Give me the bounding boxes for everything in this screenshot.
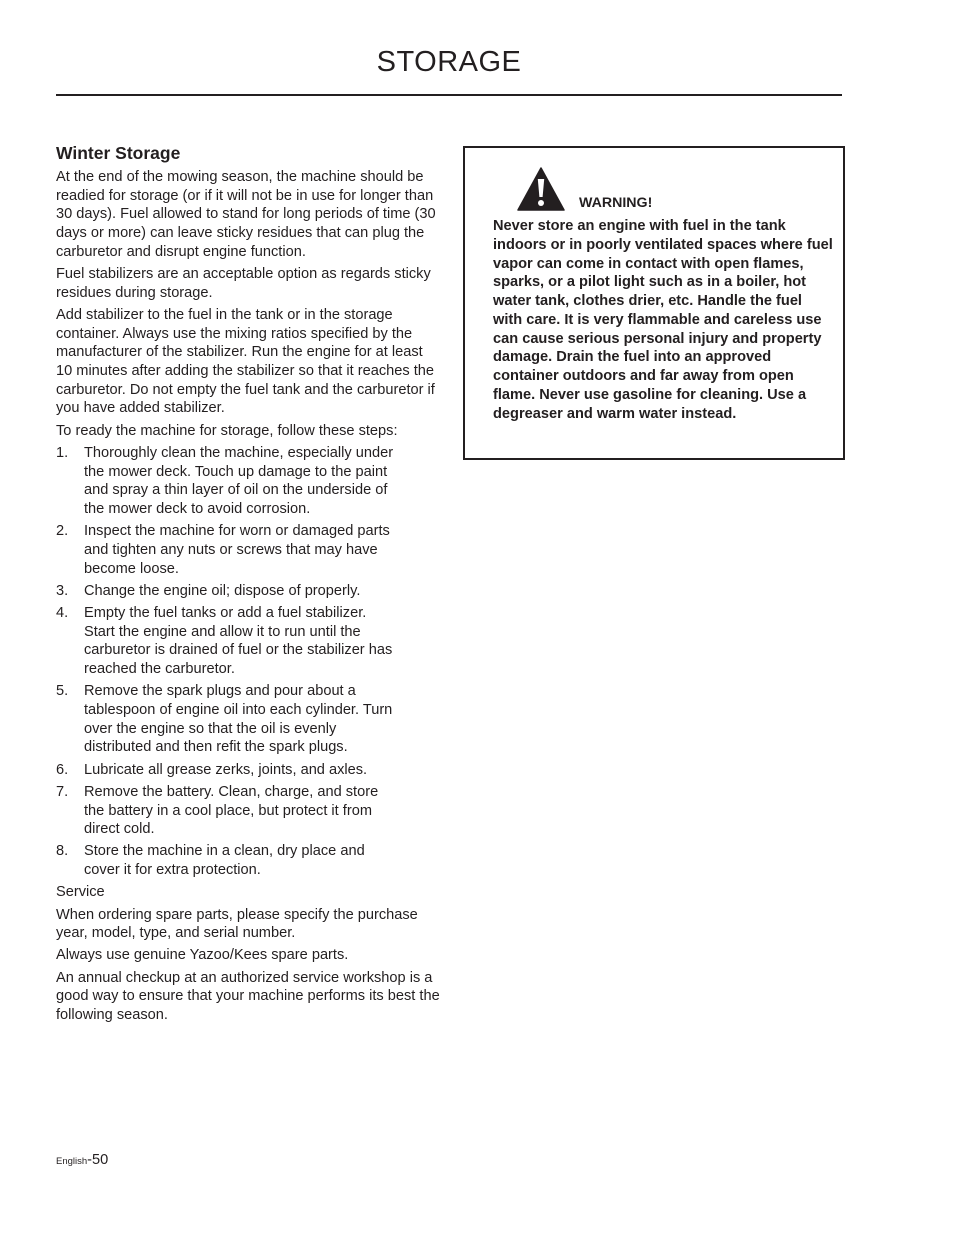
step-text: Empty the fuel tanks or add a fuel stabilizer. Start the engine and allow it to run until the carburetor is drained of fuel or the stabilizer has reached the carburetor. (84, 604, 393, 678)
step-number: 3. (56, 582, 69, 599)
step-number: 8. (56, 843, 69, 860)
title-divider (56, 94, 842, 96)
service-heading: Service (56, 884, 105, 901)
step-number: 5. (56, 683, 69, 700)
stabilizer-paragraph: Fuel stabilizers are an acceptable option as regards sticky residues during storage. (56, 266, 431, 301)
step-number: 7. (56, 783, 69, 800)
list-item (56, 522, 440, 578)
warning-header (517, 167, 817, 213)
intro-paragraph: At the end of the mowing season, the machine should be readied for storage (or if it will not be in use for longer than 30 days). Fuel allowed to stand for long periods of time (30 days or more) can leave sticky residues that can plug the carburetor and disrupt engine function. (56, 169, 436, 260)
step-number: 6. (56, 761, 69, 778)
page-footer (56, 1152, 108, 1168)
list-item (56, 444, 440, 519)
step-number: 4. (56, 604, 69, 621)
step-text: Thoroughly clean the machine, especially under the mower deck. Touch up damage to the paint and spray a thin layer of oil on the underside of the mower deck to avoid corrosion. (84, 444, 394, 517)
left-column (56, 142, 440, 1028)
step-text: Inspect the machine for worn or damaged parts and tighten any nuts or screws that may have become loose. (84, 523, 390, 577)
page-number: -50 (87, 1152, 109, 1168)
footer-language: English (56, 1156, 88, 1167)
step-text: Remove the spark plugs and pour about a tablespoon of engine oil into each cylinder. Turn over the engine so that the oil is evenly distributed and then refit the spark plugs. (84, 683, 393, 756)
winter-storage-heading: Winter Storage (56, 143, 181, 163)
genuine-parts-paragraph: Always use genuine Yazoo/Kees spare parts. (56, 947, 349, 964)
page-title: STORAGE (376, 46, 522, 78)
list-item (56, 842, 440, 879)
step-text: Change the engine oil; dispose of properly. (84, 582, 361, 599)
step-number: 2. (56, 523, 69, 540)
step-text: Remove the battery. Clean, charge, and store the battery in a cool place, but protect it from direct cold. (84, 783, 379, 838)
list-item (56, 682, 440, 757)
list-item (56, 761, 440, 780)
warning-title: WARNING! (579, 195, 653, 211)
list-item (56, 604, 440, 679)
steps-intro-paragraph: To ready the machine for storage, follow these steps: (56, 422, 398, 439)
spare-parts-paragraph: When ordering spare parts, please specify the purchase year, model, type, and serial number. (56, 906, 418, 942)
warning-triangle-icon (517, 167, 565, 211)
list-item (56, 582, 440, 601)
storage-steps-list (56, 444, 440, 880)
step-text: Store the machine in a clean, dry place and cover it for extra protection. (84, 843, 365, 879)
step-text: Lubricate all grease zerks, joints, and axles. (84, 761, 368, 778)
list-item (56, 783, 440, 839)
warning-box (463, 146, 845, 460)
annual-checkup-paragraph: An annual checkup at an authorized service workshop is a good way to ensure that your machine performs its best the following season. (56, 969, 440, 1024)
step-number: 1. (56, 444, 69, 461)
add-stabilizer-paragraph: Add stabilizer to the fuel in the tank or in the storage container. Always use the mixing ratios specified by the manufacturer of the stabilizer. Run the engine for at least 10 minutes after adding the stabilizer so that it reaches the carburetor. Do not empty the fuel tank and the carburetor if you have added stabilizer. (56, 306, 435, 417)
warning-text: Never store an engine with fuel in the tank indoors or in poorly ventilated spaces where fuel vapor can come in contact with open flames, sparks, or a pilot light such as in a boiler, hot water tank, clothes drier, etc. Handle the fuel with care. It is very flammable and careless use can cause serious personal injury and property damage. Drain the fuel into an approved container outdoors and far away from open flame. Never use gasoline for cleaning. Use a degreaser and warm water instead. (493, 218, 833, 422)
